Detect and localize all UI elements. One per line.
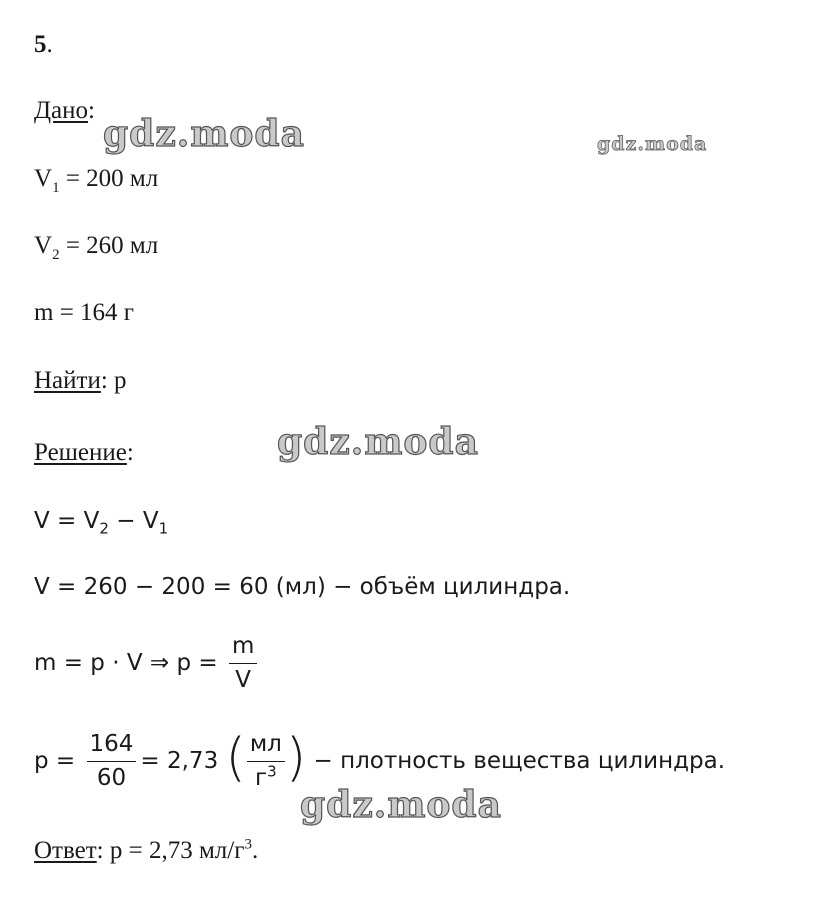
- given-m: m = 164 г: [34, 299, 135, 326]
- watermark: gdz.moda: [300, 784, 502, 826]
- watermark: gdz.moda: [277, 421, 479, 463]
- find-line: Найти: p: [34, 367, 127, 394]
- given-v2: $V_2 = 260$ мл: [34, 232, 159, 263]
- given-heading: Дано:: [34, 97, 95, 124]
- fraction: $\frac{164}{60}$: [87, 733, 137, 790]
- unit-fraction: $\frac{мл}{г^3}$: [247, 733, 285, 790]
- equation-density-formula: m = p · V ⇒ p = $\frac{m}{V}$: [34, 635, 261, 692]
- solution-heading: Решение:: [34, 439, 134, 466]
- given-v1: $V_1 = 200$ мл: [34, 165, 159, 196]
- watermark: gdz.moda: [597, 133, 708, 155]
- equation-volume-value: V = 260 − 200 = 60 (мл) − объём цилиндра.: [34, 574, 571, 600]
- task-number: 5.: [34, 31, 53, 58]
- equation-density-value: p = $\frac{164}{60}$ = 2,73 ( $\frac{мл}{г^3}$ ) − плотность вещества цилиндра.: [34, 727, 726, 791]
- equation-volume-difference: $V = V_2 - V_1$: [34, 508, 169, 538]
- right-paren: ): [285, 727, 307, 788]
- watermark: gdz.moda: [103, 113, 305, 155]
- answer-line: Ответ: p = 2,73 $мл/г^3$.: [34, 836, 259, 864]
- fraction: $\frac{m}{V}$: [229, 635, 257, 692]
- left-paren: (: [225, 727, 246, 788]
